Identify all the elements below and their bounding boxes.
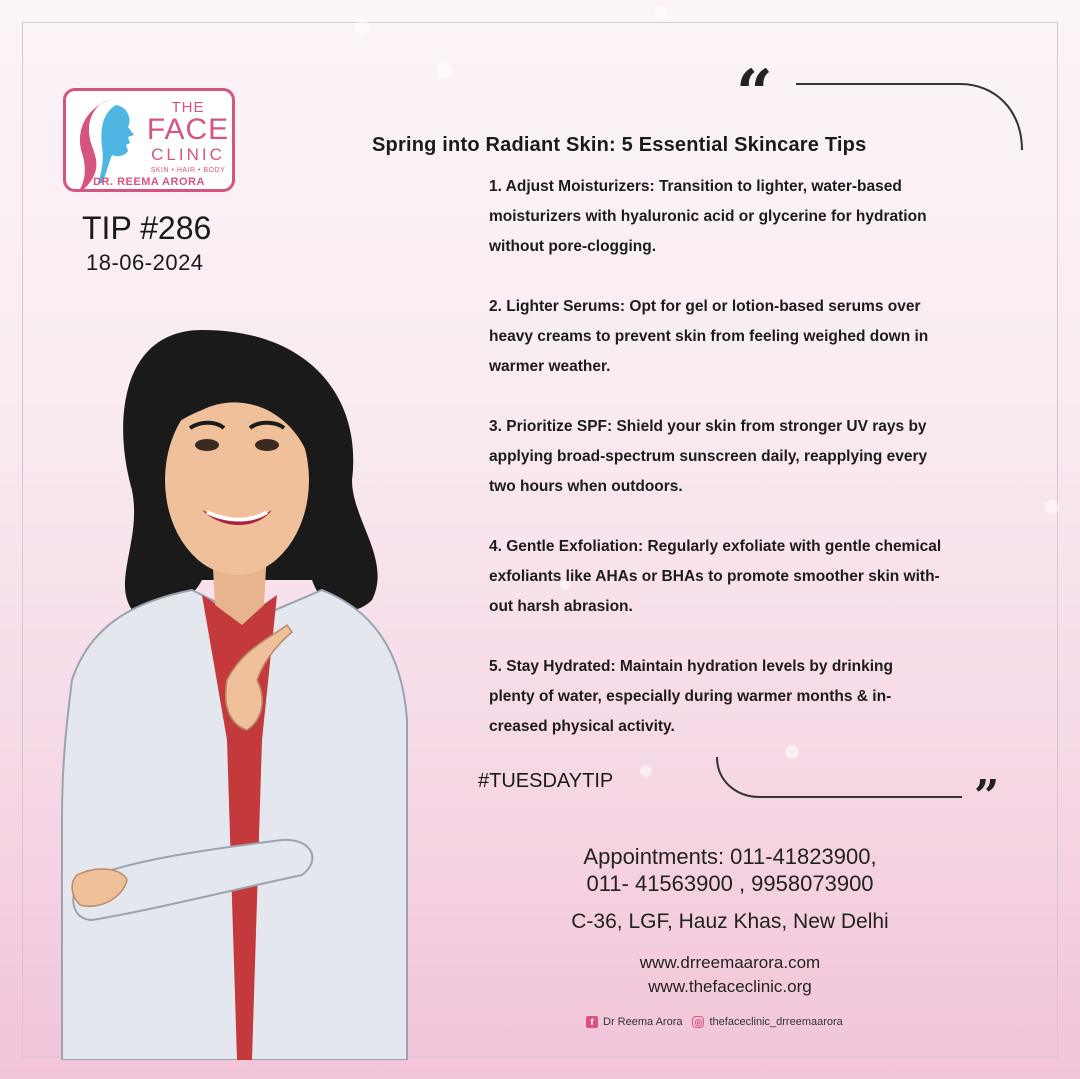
quote-open-icon: “ — [736, 56, 773, 131]
post-title: Spring into Radiant Skin: 5 Essential Skincare Tips — [372, 134, 867, 156]
website-link-1[interactable]: www.drreemaarora.com — [639, 953, 821, 972]
hashtag: #TUESDAYTIP — [478, 770, 614, 792]
tip-item: 2. Lighter Serums: Opt for gel or lotion-based serums over heavy creams to prevent skin from feeling weighed down in warmer weather. — [489, 298, 929, 375]
appointments-line-1: Appointments: 011-41823900, — [583, 844, 877, 869]
logo-clinic-text: CLINIC — [151, 145, 225, 164]
tip-item: 3. Prioritize SPF: Shield your skin from stronger UV rays by applying broad-spectrum sunscreen daily, reapplying every two hours when outdoors. — [489, 418, 928, 495]
facebook-handle[interactable]: Dr Reema Arora — [603, 1016, 683, 1028]
clinic-address: C-36, LGF, Hauz Khas, New Delhi — [571, 910, 889, 933]
tip-item: 1. Adjust Moisturizers: Transition to lighter, water-based moisturizers with hyaluronic acid or glycerine for hydration without pore-clogging. — [489, 178, 927, 255]
instagram-icon: ◎ — [692, 1016, 704, 1028]
logo-the-text: THE — [171, 99, 205, 116]
appointments-line-2: 011- 41563900 , 9958073900 — [586, 871, 874, 896]
logo-face-text: FACE — [146, 113, 230, 146]
tip-number: TIP #286 — [82, 210, 212, 246]
tip-item: 5. Stay Hydrated: Maintain hydration levels by drinking plenty of water, especially during warmer months & in- creased physical activity. — [489, 658, 893, 735]
facebook-icon: f — [586, 1016, 598, 1028]
tips-list — [489, 172, 1009, 772]
social-links — [586, 1016, 843, 1028]
tip-item: 4. Gentle Exfoliation: Regularly exfoliate with gentle chemical exfoliants like AHAs or BHAs to promote smoother skin with- out harsh abrasion. — [489, 538, 942, 615]
quote-close-icon: ” — [974, 771, 1000, 822]
website-link-2[interactable]: www.thefaceclinic.org — [648, 977, 812, 996]
doctor-name: DR. REEMA ARORA — [93, 176, 205, 188]
instagram-handle[interactable]: thefaceclinic_drreemaarora — [709, 1016, 843, 1028]
logo-tagline: SKIN • HAIR • BODY — [150, 167, 226, 174]
tip-date: 18-06-2024 — [86, 250, 204, 275]
